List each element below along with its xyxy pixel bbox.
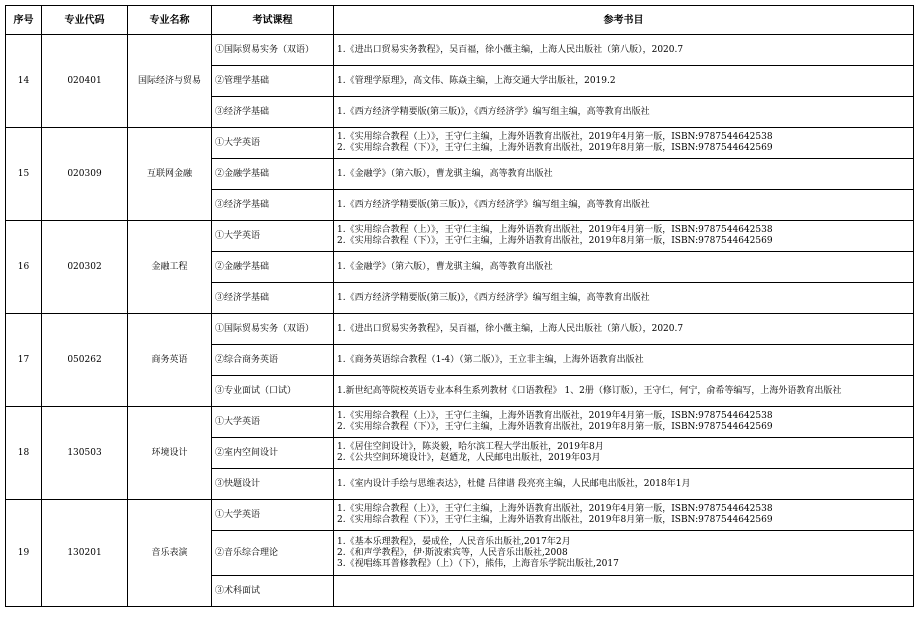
- course-cell: ②管理学基础: [212, 66, 334, 97]
- book-line: 1.《实用综合教程（上）》，王守仁主编，上海外语教育出版社，2019年4月第一版，ISBN:9787544642538: [337, 504, 773, 514]
- book-line: 1.《金融学》（第六版），曹龙骐主编，高等教育出版社: [337, 261, 553, 272]
- seq-cell: 19: [6, 500, 42, 607]
- header-seq: 序号: [6, 6, 42, 35]
- course-cell: ①大学英语: [212, 221, 334, 252]
- major-cell: 商务英语: [128, 314, 212, 407]
- course-cell: ③快题设计: [212, 469, 334, 500]
- book-line: 2.《实用综合教程（下）》，王守仁主编，上海外语教育出版社，2019年8月第一版，ISBN:9787544642569: [337, 422, 773, 432]
- major-cell: 金融工程: [128, 221, 212, 314]
- books-cell: [334, 407, 914, 438]
- books-cell: [334, 469, 914, 500]
- books-cell: [334, 128, 914, 159]
- books-cell: [334, 345, 914, 376]
- books-cell: [334, 190, 914, 221]
- code-cell: 020309: [42, 128, 128, 221]
- books-cell: [334, 66, 914, 97]
- course-cell: ②音乐综合理论: [212, 531, 334, 576]
- course-cell: ③经济学基础: [212, 190, 334, 221]
- table-row: [6, 221, 914, 252]
- table-row: [6, 314, 914, 345]
- table-row: [6, 500, 914, 531]
- book-line: 2.《实用综合教程（下）》，王守仁主编，上海外语教育出版社，2019年8月第一版，ISBN:9787544642569: [337, 515, 773, 525]
- course-cell: ③经济学基础: [212, 283, 334, 314]
- book-line: 1.《金融学》（第六版），曹龙骐主编，高等教育出版社: [337, 168, 553, 179]
- course-cell: ①大学英语: [212, 128, 334, 159]
- code-cell: 020302: [42, 221, 128, 314]
- book-line: 1.《进出口贸易实务教程》，吴百福，徐小薇主编，上海人民出版社（第八版），2020.7: [337, 44, 684, 55]
- header-code: 专业代码: [42, 6, 128, 35]
- header-major: 专业名称: [128, 6, 212, 35]
- table-row: [6, 128, 914, 159]
- book-line: 1.《实用综合教程（上）》，王守仁主编，上海外语教育出版社，2019年4月第一版，ISBN:9787544642538: [337, 411, 773, 421]
- reference-book-table: [5, 5, 914, 607]
- books-cell: [334, 376, 914, 407]
- course-cell: ①国际贸易实务（双语）: [212, 35, 334, 66]
- books-cell: [334, 159, 914, 190]
- book-line: 1.新世纪高等院校英语专业本科生系列教材《口语教程》 1、2册（修订版），王守仁，何宁，俞希等编写，上海外语教育出版社: [337, 385, 842, 396]
- seq-cell: 14: [6, 35, 42, 128]
- course-cell: ②金融学基础: [212, 252, 334, 283]
- major-cell: 环境设计: [128, 407, 212, 500]
- seq-cell: 17: [6, 314, 42, 407]
- code-cell: 130503: [42, 407, 128, 500]
- book-line: 1.《进出口贸易实务教程》，吴百福，徐小薇主编，上海人民出版社（第八版），2020.7: [337, 323, 684, 334]
- book-line: 1.《室内设计手绘与思维表达》，杜健 吕律谱 段亮亮主编，人民邮电出版社，2018年1月: [337, 478, 691, 489]
- code-cell: 020401: [42, 35, 128, 128]
- course-cell: ①大学英语: [212, 407, 334, 438]
- books-cell: [334, 35, 914, 66]
- book-line: 2.《实用综合教程（下）》，王守仁主编，上海外语教育出版社，2019年8月第一版，ISBN:9787544642569: [337, 143, 773, 153]
- major-cell: 国际经济与贸易: [128, 35, 212, 128]
- course-cell: ③经济学基础: [212, 97, 334, 128]
- code-cell: 050262: [42, 314, 128, 407]
- book-line: 1.《西方经济学精要版(第三版)》，《西方经济学》编写组主编，高等教育出版社: [337, 199, 650, 210]
- book-line: 1.《实用综合教程（上）》，王守仁主编，上海外语教育出版社，2019年4月第一版，ISBN:9787544642538: [337, 225, 773, 235]
- major-cell: 互联网金融: [128, 128, 212, 221]
- course-cell: ①大学英语: [212, 500, 334, 531]
- seq-cell: 16: [6, 221, 42, 314]
- major-cell: 音乐表演: [128, 500, 212, 607]
- books-cell: [334, 97, 914, 128]
- course-cell: ②金融学基础: [212, 159, 334, 190]
- book-line: 1.《实用综合教程（上）》，王守仁主编，上海外语教育出版社，2019年4月第一版，ISBN:9787544642538: [337, 132, 773, 142]
- book-line: 1.《居住空间设计》，陈炎毅，哈尔滨工程大学出版社，2019年8月: [337, 442, 604, 452]
- header-books: 参考书目: [334, 6, 914, 35]
- book-line: 2.《实用综合教程（下）》，王守仁主编，上海外语教育出版社，2019年8月第一版，ISBN:9787544642569: [337, 236, 773, 246]
- table-row: [6, 35, 914, 66]
- books-cell: [334, 283, 914, 314]
- course-cell: ③专业面试（口试）: [212, 376, 334, 407]
- book-line: 1.《西方经济学精要版(第三版)》，《西方经济学》编写组主编，高等教育出版社: [337, 106, 650, 117]
- seq-cell: 15: [6, 128, 42, 221]
- course-cell: ①国际贸易实务（双语）: [212, 314, 334, 345]
- course-cell: ③术科面试: [212, 576, 334, 607]
- header-row: [6, 6, 914, 35]
- book-line: 1.《管理学原理》，高文伟、陈焱主编，上海交通大学出版社，2019.2: [337, 75, 616, 86]
- course-cell: ②综合商务英语: [212, 345, 334, 376]
- books-cell: [334, 438, 914, 469]
- books-cell: [334, 314, 914, 345]
- table-row: [6, 407, 914, 438]
- code-cell: 130201: [42, 500, 128, 607]
- books-cell: [334, 221, 914, 252]
- books-cell: [334, 500, 914, 531]
- course-cell: ②室内空间设计: [212, 438, 334, 469]
- book-line: 1.《基本乐理教程》，晏成佺，人民音乐出版社,2017年2月: [337, 536, 571, 547]
- seq-cell: 18: [6, 407, 42, 500]
- book-line: 1.《西方经济学精要版(第三版)》，《西方经济学》编写组主编，高等教育出版社: [337, 292, 650, 303]
- book-line: 1.《商务英语综合教程（1-4）（第二版）》，王立非主编，上海外语教育出版社: [337, 354, 644, 365]
- books-cell: [334, 252, 914, 283]
- books-cell: [334, 576, 914, 607]
- book-line: 2.《和声学教程》，伊·斯波索宾等，人民音乐出版社,2008: [337, 547, 568, 558]
- books-cell: [334, 531, 914, 576]
- book-line: 3.《视唱练耳普修教程》（上）（下），熊伟，上海音乐学院出版社,2017: [337, 558, 619, 569]
- header-course: 考试课程: [212, 6, 334, 35]
- book-line: 2.《公共空间环境设计》，赵廼龙，人民邮电出版社，2019年03月: [337, 453, 601, 463]
